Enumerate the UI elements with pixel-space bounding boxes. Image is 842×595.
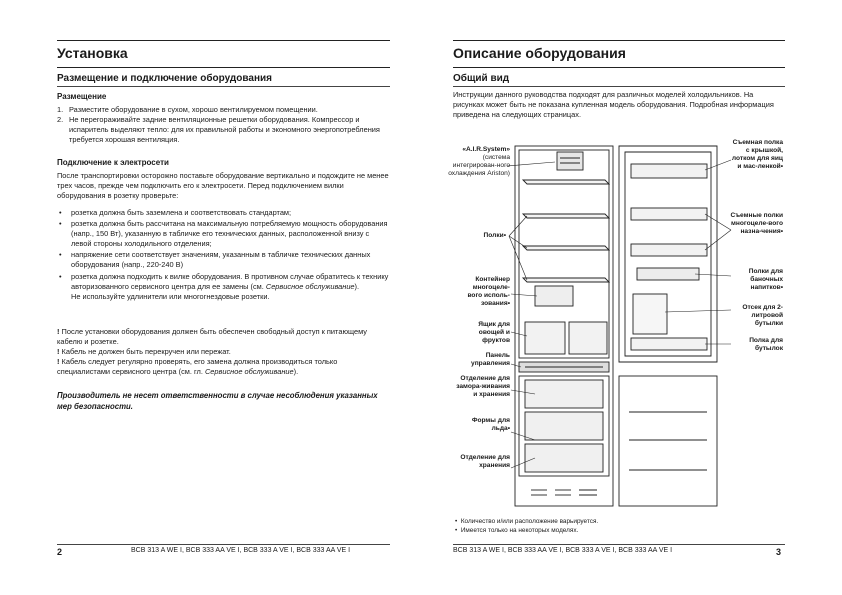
left-footer-rule — [57, 544, 390, 545]
bullet-text: розетка должна быть заземлена и соответствовать стандартам; — [71, 208, 292, 217]
bullet-dot-icon: • — [455, 526, 458, 534]
refrigerator-illustration — [505, 140, 740, 520]
right-footer-models: BCB 313 A WE I, BCB 333 AA VE I, BCB 333 A VE I, BCB 333 AA VE I — [453, 547, 673, 554]
bullet-dot-icon: • — [455, 518, 458, 525]
label-fruit-drawer-text: Ящик для овощей и фруктов — [478, 321, 510, 344]
placement-item-text: Не перегораживайте задние вентиляционные решетки оборудования. Компрессор и испаритель выделяют тепло: для их правильной работы и экономного энергопотребления требуется хорошая вентиляция. — [69, 115, 380, 145]
bullet-item — [57, 208, 390, 218]
label-container — [440, 276, 510, 308]
footnote-variation — [455, 518, 785, 527]
footnote-some-models — [455, 527, 785, 536]
label-shelves-text: Полки — [483, 232, 504, 239]
note-text: После установки оборудования должен быть обеспечен свободный доступ к питающему кабелю и розетке. — [57, 327, 367, 347]
label-container-text-b: многоцеле- — [472, 283, 510, 291]
placement-item — [57, 115, 390, 145]
note3-italic: Сервисное обслуживание — [204, 367, 294, 377]
bullet-dot-icon: • — [507, 299, 510, 307]
overview-intro — [453, 90, 785, 120]
bullet-dot-icon: • — [59, 250, 62, 260]
right-page-title: Описание оборудования — [453, 45, 626, 61]
label-container-text-d: зования — [481, 299, 508, 307]
placement-item-text: Разместите оборудование в сухом, хорошо вентилируемом помещении. — [69, 105, 318, 114]
right-section-underline — [453, 86, 785, 87]
placement-item — [57, 105, 390, 115]
note-item — [57, 357, 390, 377]
right-page-number: 3 — [776, 547, 782, 557]
footnotes — [455, 518, 785, 535]
bullet-item — [57, 272, 390, 302]
left-section-rule — [57, 67, 390, 68]
bullet4-text-b: ). — [354, 281, 360, 291]
note3-text-a: Кабель следует регулярно проверять, его замена должна производиться только специалистами сервисного центра (см. гл. — [57, 357, 338, 377]
power-intro-text: После транспортировки осторожно поставьте оборудование вертикально и подождите не менее трех часов, прежде чем подключить его к электросети. Перед подключением вилки оборудования в розетку проверьте: — [57, 171, 389, 201]
power-heading: Подключение к электросети — [57, 158, 169, 167]
bullet-dot-icon: • — [780, 227, 783, 235]
footnote-some-models-text: Имеется только на некоторых моделях. — [460, 526, 579, 534]
placement-item-number: 2. — [57, 115, 64, 125]
bullet-item — [57, 250, 390, 270]
power-intro — [57, 171, 390, 201]
bullet-text: розетка должна быть рассчитана на максимальную потребляемую мощность оборудования (напр., 150 Вт), указанную в табличке его технических данных, расположенной внизу с левой стороны холодильного отделения; — [71, 219, 388, 249]
footnote-variation-text: Количество и/или расположение варьируется. — [460, 518, 599, 525]
note-item — [57, 347, 390, 357]
bullet-dot-icon: • — [59, 271, 62, 281]
placement-heading: Размещение — [57, 92, 107, 101]
label-air-system — [440, 146, 510, 178]
label-bottle-shelf-text: Полка для бутылок — [749, 337, 783, 352]
note3-text-b: ). — [293, 367, 299, 377]
note-exclamation-icon: ! — [57, 327, 60, 336]
label-freezer — [452, 375, 510, 399]
label-control-panel — [452, 352, 510, 368]
label-container-text-c: вого исполь- — [467, 291, 510, 299]
bullet-dot-icon: • — [59, 208, 62, 217]
bullet-item — [57, 219, 390, 249]
manufacturer-warning: Производитель не несет ответственности в случае несоблюдения указанных мер безопасности. — [57, 391, 378, 411]
label-container-text-a: Контейнер — [475, 276, 510, 283]
left-title-rule — [57, 40, 390, 41]
left-page-number: 2 — [57, 547, 63, 557]
left-footer-models: BCB 313 A WE I, BCB 333 AA VE I, BCB 333 A VE I, BCB 333 AA VE I — [131, 547, 351, 554]
label-can-shelves-text: Полки для баночных напитков — [748, 268, 783, 291]
right-title-rule — [453, 40, 785, 41]
overview-section-title: Общий вид — [453, 73, 510, 84]
bullet-dot-icon: • — [59, 219, 62, 229]
label-bottle-2l-text: Отсек для 2-литровой бутылки — [742, 304, 783, 327]
label-removable-shelf-text: Съемная полка с крышкой, лотком для яиц и мас-ленкой — [731, 139, 783, 170]
label-multi-shelves-text: Съемные полки многоцеле-вого назна-чения — [730, 212, 783, 235]
label-air-system-text: (система интегрирован-ного охлаждения Ariston) — [448, 153, 510, 177]
bullet-dot-icon: • — [780, 283, 783, 291]
left-section-underline — [57, 86, 390, 87]
label-freezer-text: Отделение для замора-живания и хранения — [456, 375, 510, 398]
note-item — [57, 327, 390, 347]
placement-section-title: Размещение и подключение оборудования — [57, 73, 272, 84]
bullet-dot-icon: • — [503, 232, 506, 239]
bullet4-text-c: Не используйте удлинители или многогнездовые розетки. — [71, 291, 270, 301]
label-ice-trays-text: Формы для льда — [471, 417, 510, 432]
label-storage-text: Отделение для хранения — [460, 454, 510, 469]
bullet-text: напряжение сети соответствует значениям, указанным в табличке технических данных оборудования (напр., 220-240 В) — [71, 250, 371, 270]
notes-block — [57, 327, 390, 377]
placement-list — [57, 105, 390, 145]
label-shelves — [440, 232, 506, 240]
bullet-dot-icon: • — [507, 424, 510, 432]
label-control-panel-text: Панель управления — [471, 352, 510, 367]
label-air-system-bold: «A.I.R.System» — [462, 146, 510, 153]
note-exclamation-icon: ! — [57, 357, 60, 367]
note-text: Кабель не должен быть перекручен или пережат. — [61, 347, 231, 357]
placement-item-number: 1. — [57, 105, 64, 114]
overview-intro-text: Инструкции данного руководства подходят для различных моделей холодильников. На рисунках может быть не показана купленная модель оборудования. Подробная информация приведена на следующих страницах. — [453, 90, 774, 120]
note-exclamation-icon: ! — [57, 347, 60, 357]
right-section-rule — [453, 67, 785, 68]
left-page-title: Установка — [57, 45, 128, 61]
label-fruit-drawer — [452, 321, 510, 345]
power-bullets — [57, 208, 390, 303]
right-footer-rule — [453, 544, 785, 545]
bullet4-italic: Сервисное обслуживание — [265, 281, 355, 291]
bullet-dot-icon: • — [780, 162, 783, 170]
label-ice-trays — [452, 417, 510, 433]
label-storage — [452, 454, 510, 470]
bullet4-text-a: розетка должна подходить к вилке оборудования. В противном случае обратитесь к технику авторизованного сервисного центра для ее замены (см. — [71, 271, 389, 291]
